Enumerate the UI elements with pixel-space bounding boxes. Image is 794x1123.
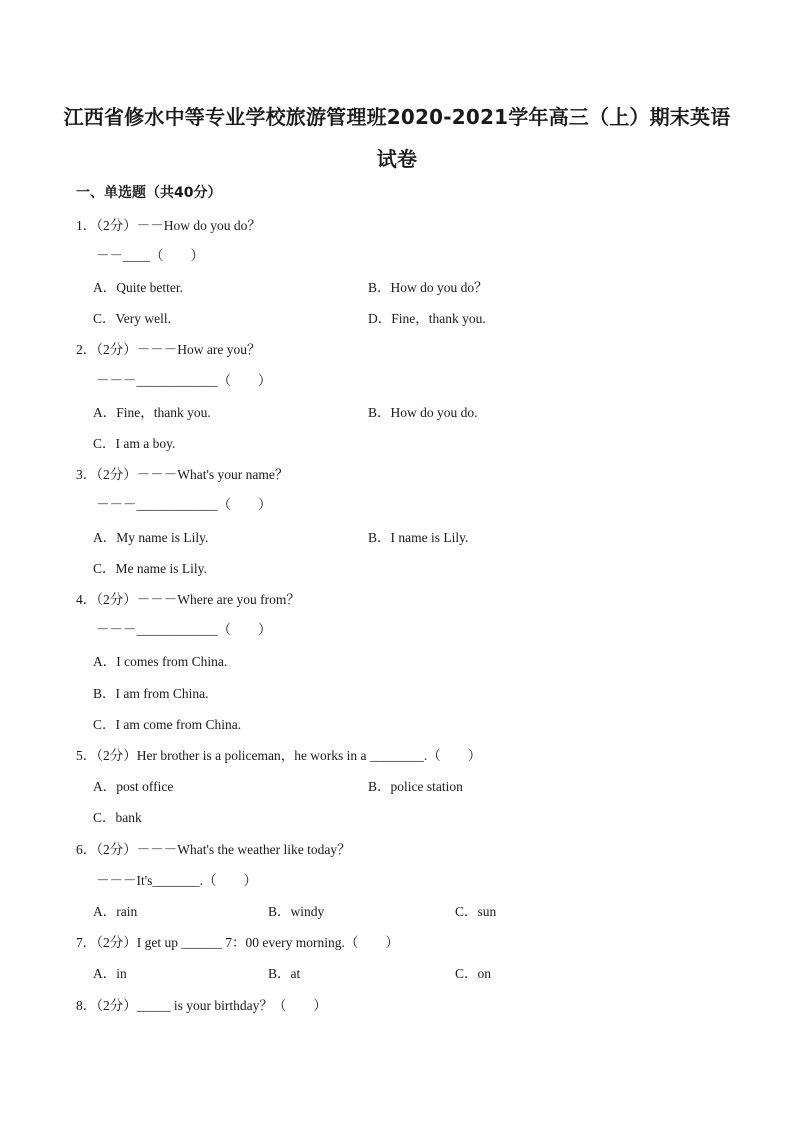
question-3-option-b: B．I name is Lily. — [368, 530, 469, 545]
question-7-option-a: A．in — [93, 966, 127, 981]
question-4-blank: －－－____________（ ） — [96, 622, 272, 637]
question-1-option-b: B．How do you do？ — [368, 280, 488, 295]
question-3-option-c: C．Me name is Lily. — [93, 561, 207, 576]
document-title: 江西省修水中等专业学校旅游管理班2020-2021学年高三（上）期末英语 — [63, 105, 731, 129]
question-5-option-c: C．bank — [93, 810, 142, 825]
question-4-option-b: B．I am from China. — [93, 686, 209, 701]
question-5-option-b: B．police station — [368, 779, 463, 794]
question-2-blank: －－－____________（ ） — [96, 373, 272, 388]
question-4-option-c: C．I am come from China. — [93, 717, 242, 732]
question-3: 3．（2分）－－－What's your name？ — [76, 467, 289, 482]
question-6-option-b: B．windy — [268, 904, 325, 919]
question-7-option-c: C．on — [455, 966, 492, 981]
question-3-option-a: A．My name is Lily. — [93, 530, 209, 545]
question-4: 4．（2分）－－－Where are you from？ — [76, 592, 300, 607]
question-2-option-b: B．How do you do. — [368, 405, 478, 420]
question-4-option-a: A．I comes from China. — [93, 654, 228, 669]
question-1-blank: －－____（ ） — [96, 248, 204, 263]
question-8: 8．（2分）_____ is your birthday？（ ） — [76, 998, 327, 1013]
question-2-option-c: C．I am a boy. — [93, 436, 176, 451]
section-heading: 一、单选题（共40分） — [76, 185, 222, 201]
question-7-option-b: B．at — [268, 966, 301, 981]
question-6-option-c: C．sun — [455, 904, 497, 919]
question-2-option-a: A．Fine，thank you. — [93, 405, 211, 420]
question-5-option-a: A．post office — [93, 779, 174, 794]
document-title-continued: 试卷 — [376, 147, 418, 171]
question-6-blank: －－－It's_______.（ ） — [96, 873, 258, 888]
question-2: 2．（2分）－－－How are you？ — [76, 342, 261, 357]
question-1-option-c: C．Very well. — [93, 311, 171, 326]
question-6: 6．（2分）－－－What's the weather like today？ — [76, 842, 351, 857]
question-1-option-a: A．Quite better. — [93, 280, 183, 295]
question-3-blank: －－－____________（ ） — [96, 497, 272, 512]
question-6-option-a: A．rain — [93, 904, 138, 919]
question-5: 5．（2分）Her brother is a policeman，he works in a ________.（ ） — [76, 748, 482, 763]
question-1-option-d: D．Fine，thank you. — [368, 311, 486, 326]
question-7: 7．（2分）I get up ______ 7：00 every morning.（ ） — [76, 935, 399, 950]
question-1: 1．（2分）－－How do you do？ — [76, 218, 261, 233]
